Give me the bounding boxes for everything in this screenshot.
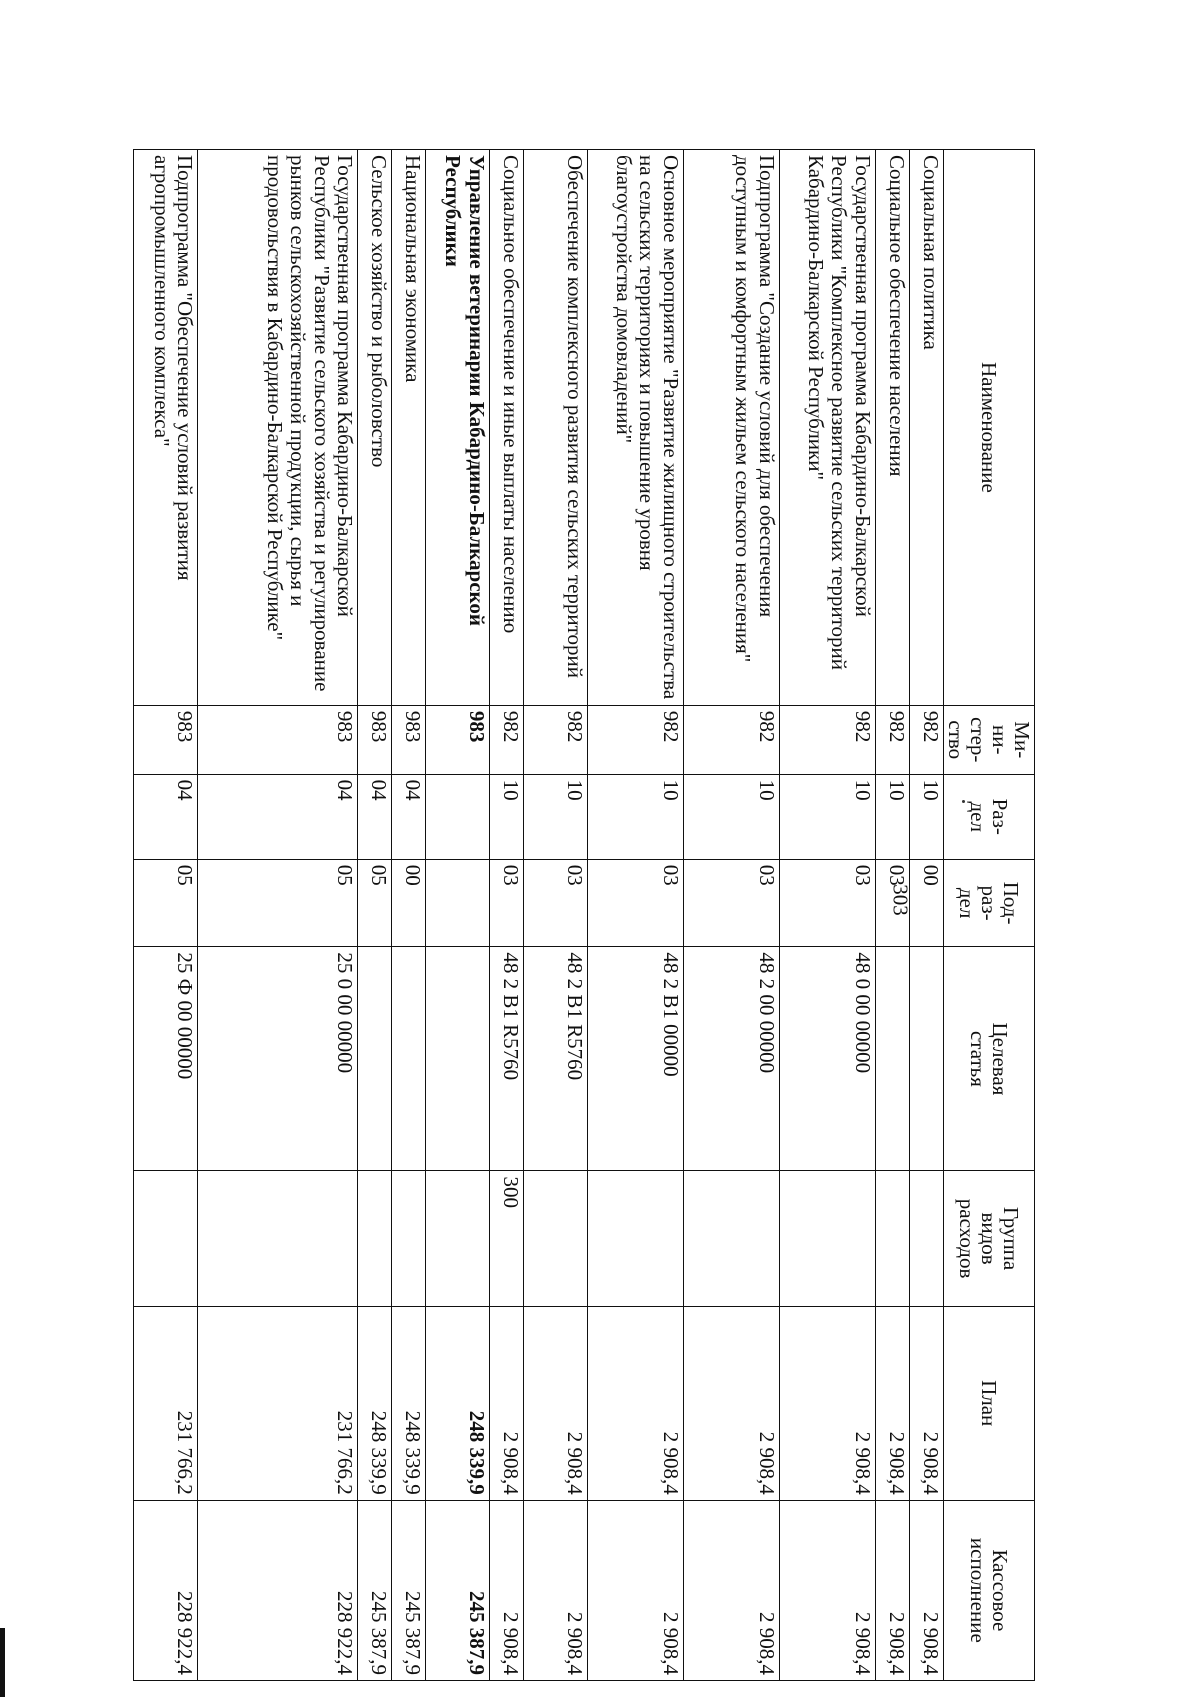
cell-section: 10: [523, 774, 587, 859]
header-target-article: Целевая статья: [943, 947, 1034, 1171]
table-row: [425, 150, 489, 1681]
cell-target-article: 48 2 B1 00000: [587, 947, 683, 1171]
cell-plan: 231 766,2: [198, 1306, 358, 1500]
table-row: [779, 150, 875, 1681]
table-row: [875, 150, 909, 1681]
table-row: [909, 150, 943, 1681]
cell-target-article: 48 2 B1 R5760: [523, 947, 587, 1171]
cell-execution: 245 387,9: [392, 1500, 426, 1680]
cell-ministry: 983: [134, 705, 198, 774]
cell-ministry: 982: [490, 705, 524, 774]
table-row: [134, 150, 198, 1681]
cell-target-article: 25 0 00 00000: [198, 947, 358, 1171]
cell-ministry: 983: [392, 705, 426, 774]
cell-subsection: 03: [587, 859, 683, 947]
cell-section: 10: [875, 774, 909, 859]
table-row: [587, 150, 683, 1681]
header-subsection: Под- раз- дел: [943, 859, 1034, 947]
cell-target-article: 48 0 00 00000: [779, 947, 875, 1171]
cell-ministry: 983: [358, 705, 392, 774]
cell-plan: 248 339,9: [392, 1306, 426, 1500]
cell-expense-group: [683, 1171, 779, 1306]
cell-name: Сельское хозяйство и рыболовство: [358, 150, 392, 706]
cell-plan: 2 908,4: [587, 1306, 683, 1500]
cell-plan: 2 908,4: [875, 1306, 909, 1500]
cell-name: Подпрограмма "Обеспечение условий развития агропромышленного комплекса": [134, 150, 198, 706]
scan-edge-bar: [0, 1628, 5, 1697]
cell-target-article: 48 2 B1 R5760: [490, 947, 524, 1171]
cell-expense-group: [198, 1171, 358, 1306]
cell-expense-group: [909, 1171, 943, 1306]
cell-plan: 2 908,4: [523, 1306, 587, 1500]
header-ministry: Ми- ни- стер- ство: [943, 705, 1034, 774]
cell-target-article: 48 2 00 00000: [683, 947, 779, 1171]
cell-target-article: [392, 947, 426, 1171]
cell-ministry: 982: [875, 705, 909, 774]
cell-execution: 245 387,9: [425, 1500, 489, 1680]
cell-subsection: 03: [779, 859, 875, 947]
cell-subsection: 03: [523, 859, 587, 947]
cell-execution: 2 908,4: [779, 1500, 875, 1680]
cell-execution: 228 922,4: [198, 1500, 358, 1680]
cell-ministry: 982: [587, 705, 683, 774]
cell-name: Государственная программа Кабардино-Балкарской Республики "Развитие сельского хозяйства и регулирование рынков сельскохозяйственной продукции, сырья и продовольствия в Кабардино-Балкарской Республике": [198, 150, 358, 706]
cell-plan: 248 339,9: [358, 1306, 392, 1500]
cell-ministry: 982: [909, 705, 943, 774]
header-name: Наименование: [943, 150, 1034, 706]
cell-subsection: 05: [358, 859, 392, 947]
rotated-table-container: [133, 149, 1035, 1681]
cell-expense-group: [587, 1171, 683, 1306]
cell-section: 10: [909, 774, 943, 859]
table-row: [392, 150, 426, 1681]
header-expense-group: Группа видов расходов: [943, 1171, 1034, 1306]
budget-table: [133, 149, 1035, 1681]
cell-target-article: [425, 947, 489, 1171]
cell-expense-group: [875, 1171, 909, 1306]
cell-plan: 2 908,4: [490, 1306, 524, 1500]
cell-name: Управление ветеринарии Кабардино-Балкарской Республики: [425, 150, 489, 706]
cell-plan: 2 908,4: [683, 1306, 779, 1500]
cell-expense-group: [134, 1171, 198, 1306]
cell-name: Национальная экономика: [392, 150, 426, 706]
cell-execution: 245 387,9: [358, 1500, 392, 1680]
cell-section: 04: [392, 774, 426, 859]
cell-subsection: 03: [490, 859, 524, 947]
cell-expense-group: [425, 1171, 489, 1306]
cell-ministry: 982: [523, 705, 587, 774]
table-row: [683, 150, 779, 1681]
cell-section: 10: [683, 774, 779, 859]
cell-execution: 2 908,4: [875, 1500, 909, 1680]
cell-subsection: 05: [198, 859, 358, 947]
header-section: Раз- дел: [943, 774, 1034, 859]
table-row: [198, 150, 358, 1681]
cell-section: [425, 774, 489, 859]
cell-name: Подпрограмма "Создание условий для обеспечения доступным и комфортным жильем сельского населения": [683, 150, 779, 706]
cell-ministry: 983: [198, 705, 358, 774]
cell-expense-group: [358, 1171, 392, 1306]
cell-target-article: 25 Ф 00 00000: [134, 947, 198, 1171]
cell-section: 04: [358, 774, 392, 859]
cell-name: Социальная политика: [909, 150, 943, 706]
cell-execution: 2 908,4: [909, 1500, 943, 1680]
cell-plan: 248 339,9: [425, 1306, 489, 1500]
cell-expense-group: [523, 1171, 587, 1306]
cell-subsection: 05: [134, 859, 198, 947]
table-row: [358, 150, 392, 1681]
cell-execution: 2 908,4: [490, 1500, 524, 1680]
header-row: [943, 150, 1034, 1681]
cell-name: Государственная программа Кабардино-Балкарской Республики "Комплексное развитие сельских территорий Кабардино-Балкарской Республики": [779, 150, 875, 706]
cell-section: 04: [198, 774, 358, 859]
cell-execution: 2 908,4: [587, 1500, 683, 1680]
cell-ministry: 982: [779, 705, 875, 774]
table-row: [523, 150, 587, 1681]
table-body: [134, 150, 944, 1681]
cell-subsection: 03: [875, 859, 909, 947]
cell-subsection: 00: [392, 859, 426, 947]
page-number: 303: [888, 884, 913, 916]
header-plan: План: [943, 1306, 1034, 1500]
cell-ministry: 983: [425, 705, 489, 774]
cell-execution: 228 922,4: [134, 1500, 198, 1680]
cell-expense-group: [779, 1171, 875, 1306]
cell-expense-group: 300: [490, 1171, 524, 1306]
cell-target-article: [909, 947, 943, 1171]
cell-name: Обеспечение комплексного развития сельских территорий: [523, 150, 587, 706]
cell-subsection: 00: [909, 859, 943, 947]
table-row: [490, 150, 524, 1681]
cell-ministry: 982: [683, 705, 779, 774]
cell-execution: 2 908,4: [683, 1500, 779, 1680]
header-execution: Кассовое исполнение: [943, 1500, 1034, 1680]
cell-name: Основное мероприятие "Развитие жилищного строительства на сельских территориях и повышение уровня благоустройства домовладений": [587, 150, 683, 706]
cell-name: Социальное обеспечение и иные выплаты населению: [490, 150, 524, 706]
cell-section: 10: [490, 774, 524, 859]
cell-target-article: [875, 947, 909, 1171]
cell-name: Социальное обеспечение населения: [875, 150, 909, 706]
cell-section: 10: [779, 774, 875, 859]
cell-section: 04: [134, 774, 198, 859]
cell-section: 10: [587, 774, 683, 859]
cell-subsection: [425, 859, 489, 947]
cell-plan: 2 908,4: [779, 1306, 875, 1500]
cell-execution: 2 908,4: [523, 1500, 587, 1680]
cell-target-article: [358, 947, 392, 1171]
cell-plan: 2 908,4: [909, 1306, 943, 1500]
cell-expense-group: [392, 1171, 426, 1306]
cell-plan: 231 766,2: [134, 1306, 198, 1500]
cell-subsection: 03: [683, 859, 779, 947]
